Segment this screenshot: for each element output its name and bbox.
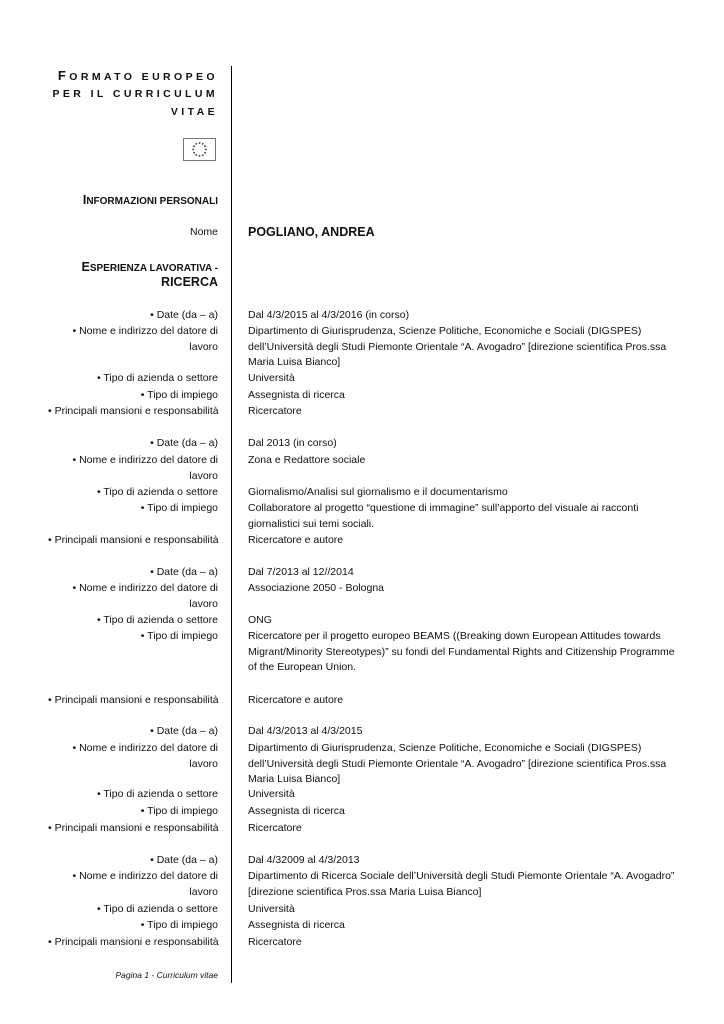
duties-label: • Principali mansioni e responsabilità bbox=[48, 694, 219, 706]
entry-duties: Ricercatore bbox=[248, 405, 302, 417]
sector-label: • Tipo di azienda o settore bbox=[96, 788, 218, 800]
date-label: • Date (da – a) bbox=[150, 854, 218, 866]
entry-date: Dal 4/32009 al 4/3/2013 bbox=[248, 854, 360, 866]
entry-duties: Ricercatore e autore bbox=[248, 694, 344, 706]
date-label: • Date (da – a) bbox=[150, 566, 218, 578]
entry-employer: Dipartimento di Giurisprudenza, Scienze Politiche, Economiche e Sociali (DIGSPES) dell’Università degli Studi Piemonte Orientale “A. Avogadro” [direzione scientifica Pros.ssa Maria Luisa Bianco] bbox=[248, 742, 667, 785]
job-label: • Tipo di impiego bbox=[140, 389, 218, 401]
cv-title-line1: FORMATO EUROPEO bbox=[57, 68, 218, 83]
name-value: POGLIANO, ANDREA bbox=[248, 225, 375, 239]
entry-date: Dal 4/3/2013 al 4/3/2015 bbox=[248, 725, 363, 737]
duties-label: • Principali mansioni e responsabilità bbox=[48, 405, 219, 417]
entry-sector: Università bbox=[248, 788, 295, 800]
section-work-experience-line2: RICERCA bbox=[161, 275, 218, 289]
section-personal-info: INFORMAZIONI PERSONALI bbox=[82, 193, 218, 207]
entry-sector: Università bbox=[248, 372, 295, 384]
date-label: • Date (da – a) bbox=[150, 437, 218, 449]
entry-date: Dal 7/2013 al 12//2014 bbox=[248, 566, 354, 578]
entry-job: Assegnista di ricerca bbox=[248, 389, 345, 401]
entry-employer: Zona e Redattore sociale bbox=[248, 454, 366, 466]
entry-sector: Università bbox=[248, 903, 295, 915]
entry-duties: Ricercatore bbox=[248, 822, 302, 834]
employer-label: • Nome e indirizzo del datore di lavoro bbox=[72, 454, 218, 482]
entry-job: Collaboratore al progetto “questione di immagine” sull’apporto del visuale ai racconti giornalistici sui temi sociali. bbox=[248, 502, 639, 530]
job-label: • Tipo di impiego bbox=[140, 919, 218, 931]
duties-label: • Principali mansioni e responsabilità bbox=[48, 534, 219, 546]
entry-job: Ricercatore per il progetto europeo BEAMS ((Breaking down European Attitudes towards Migrant/Minority Stereotypes)” su fondi del Fundamental Rights and Citizenship Programme of the European Union. bbox=[248, 630, 675, 673]
entry-job: Assegnista di ricerca bbox=[248, 805, 345, 817]
date-label: • Date (da – a) bbox=[150, 309, 218, 321]
sector-label: • Tipo di azienda o settore bbox=[96, 486, 218, 498]
duties-label: • Principali mansioni e responsabilità bbox=[48, 822, 219, 834]
entry-employer: Dipartimento di Ricerca Sociale dell’Università degli Studi Piemonte Orientale “A. Avogadro” [direzione scientifica Pros.ssa Maria Luisa Bianco] bbox=[248, 870, 675, 898]
name-label: Nome bbox=[189, 226, 218, 238]
entry-sector: Giornalismo/Analisi sul giornalismo e il documentarismo bbox=[248, 486, 508, 498]
entry-date: Dal 4/3/2015 al 4/3/2016 (in corso) bbox=[248, 309, 410, 321]
job-label: • Tipo di impiego bbox=[140, 502, 218, 514]
sector-label: • Tipo di azienda o settore bbox=[96, 372, 218, 384]
section-work-experience: ESPERIENZA LAVORATIVA - bbox=[81, 260, 218, 274]
column-divider bbox=[231, 66, 232, 983]
page-footer: Pagina 1 - Curriculum vitae bbox=[115, 970, 218, 980]
employer-label: • Nome e indirizzo del datore di lavoro bbox=[72, 742, 218, 770]
entry-sector: ONG bbox=[248, 614, 272, 626]
job-label: • Tipo di impiego bbox=[140, 630, 218, 642]
sector-label: • Tipo di azienda o settore bbox=[96, 903, 218, 915]
employer-label: • Nome e indirizzo del datore di lavoro bbox=[72, 325, 218, 353]
entry-date: Dal 2013 (in corso) bbox=[248, 437, 337, 449]
duties-label: • Principali mansioni e responsabilità bbox=[48, 936, 219, 948]
employer-label: • Nome e indirizzo del datore di lavoro bbox=[72, 870, 218, 898]
sector-label: • Tipo di azienda o settore bbox=[96, 614, 218, 626]
cv-title-line3: VITAE bbox=[170, 106, 218, 118]
entry-duties: Ricercatore e autore bbox=[248, 534, 344, 546]
date-label: • Date (da – a) bbox=[150, 725, 218, 737]
entry-employer: Associazione 2050 - Bologna bbox=[248, 582, 385, 594]
cv-title-line2: PER IL CURRICULUM bbox=[52, 88, 218, 100]
entry-job: Assegnista di ricerca bbox=[248, 919, 345, 931]
entry-employer: Dipartimento di Giurisprudenza, Scienze Politiche, Economiche e Sociali (DIGSPES) dell’Università degli Studi Piemonte Orientale “A. Avogadro” [direzione scientifica Pros.ssa Maria Luisa Bianco] bbox=[248, 325, 667, 368]
entry-duties: Ricercatore bbox=[248, 936, 302, 948]
employer-label: • Nome e indirizzo del datore di lavoro bbox=[72, 582, 218, 610]
job-label: • Tipo di impiego bbox=[140, 805, 218, 817]
eu-flag-icon bbox=[183, 138, 216, 161]
